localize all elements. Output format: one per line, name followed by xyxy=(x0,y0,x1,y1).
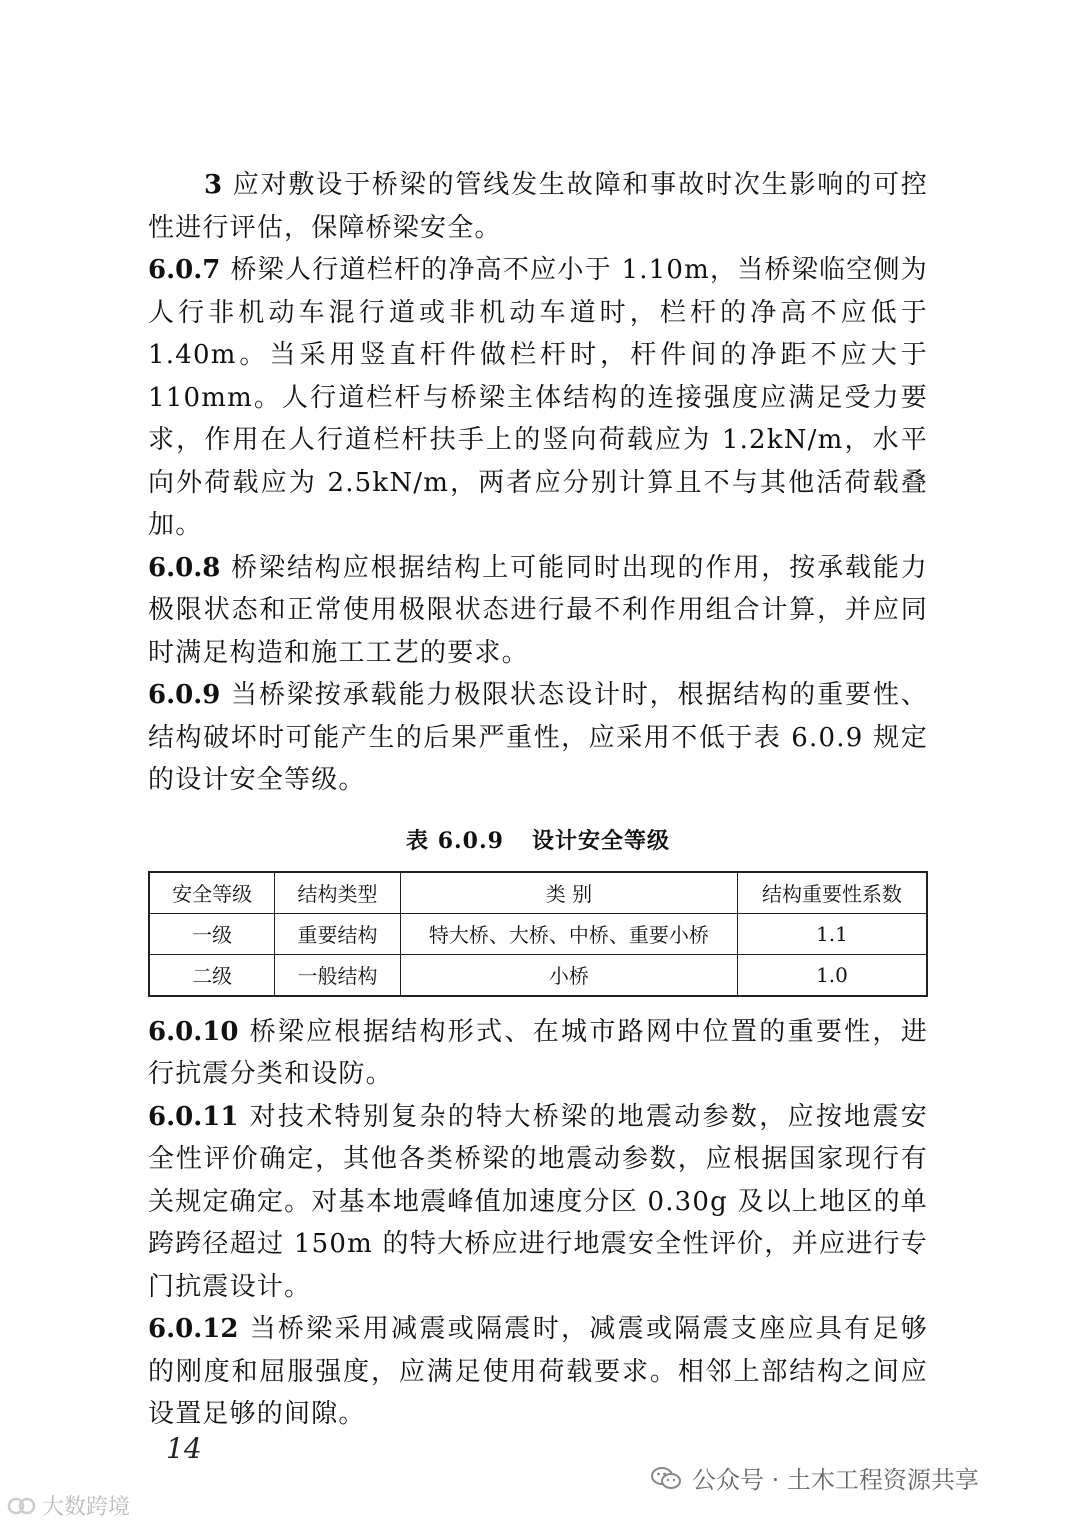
clause-number: 6.0.11 xyxy=(148,1101,239,1132)
clause-6-0-12 xyxy=(148,1308,928,1436)
clause-text: 桥梁应根据结构形式、在城市路网中位置的重要性，进行抗震分类和设防。 xyxy=(148,1016,928,1089)
document-page xyxy=(148,164,928,1436)
page-number: 14 xyxy=(166,1432,202,1465)
table-cell: 1.0 xyxy=(737,954,927,996)
clause-text: 对技术特别复杂的特大桥梁的地震动参数，应按地震安全性评价确定，其他各类桥梁的地震动参数，应根据国家现行有关规定确定。对基本地震峰值加速度分区 0.30g 及以上地区的单跨跨径超过 150m 的特大桥应进行地震安全性评价，并应进行专门抗震设计。 xyxy=(148,1101,928,1302)
clause-text: 当桥梁按承载能力极限状态设计时，根据结构的重要性、结构破坏时可能产生的后果严重性，应采用不低于表 6.0.9 规定的设计安全等级。 xyxy=(148,680,928,795)
clause-number: 6.0.12 xyxy=(148,1314,239,1344)
clause-6-0-11 xyxy=(148,1096,928,1309)
header-importance-factor: 结构重要性系数 xyxy=(737,872,927,914)
header-category: 类 别 xyxy=(400,872,737,914)
clause-number: 3 xyxy=(204,170,223,200)
watermark-left-text: 大数跨境 xyxy=(42,1495,131,1520)
table-cell: 二级 xyxy=(149,954,275,996)
table-caption: 设计安全等级 xyxy=(531,827,670,854)
table-header-row xyxy=(149,872,927,914)
clause-number: 6.0.10 xyxy=(148,1016,239,1047)
header-safety-grade: 安全等级 xyxy=(149,872,275,914)
table-cell: 一般结构 xyxy=(275,954,401,996)
wechat-icon xyxy=(650,1465,682,1491)
clause-number: 6.0.7 xyxy=(148,255,221,285)
clause-6-0-8 xyxy=(148,547,928,675)
clause-text: 桥梁人行道栏杆的净高不应小于 1.10m，当桥梁临空侧为人行非机动车混行道或非机动车道时，栏杆的净高不应低于 1.40m。当采用竖直杆件做栏杆时，杆件间的净距不应大于 110mm。人行道栏杆与桥梁主体结构的连接强度应满足受力要求，作用在人行道栏杆扶手上的竖向荷载应为 1.2kN/m，水平向外荷载应为 2.5kN/m，两者应分别计算且不与其他活荷载叠加。 xyxy=(148,255,928,540)
header-structure-type: 结构类型 xyxy=(275,872,401,914)
table-row xyxy=(149,913,927,954)
clause-number: 6.0.9 xyxy=(148,680,221,710)
table-cell: 一级 xyxy=(149,913,275,954)
clause-text: 当桥梁采用减震或隔震时，减震或隔震支座应具有足够的刚度和屈服强度，应满足使用荷载要求。相邻上部结构之间应设置足够的间隙。 xyxy=(148,1314,928,1429)
clause-text: 桥梁结构应根据结构上可能同时出现的作用，按承载能力极限状态和正常使用极限状态进行最不利作用组合计算，并应同时满足构造和施工工艺的要求。 xyxy=(148,552,928,668)
clause-6-0-10 xyxy=(148,1011,928,1096)
clause-6-0-9 xyxy=(148,674,928,802)
table-cell: 1.1 xyxy=(737,913,927,954)
table-title xyxy=(148,824,928,855)
watermark-left xyxy=(6,1490,130,1521)
clause-6-0-7 xyxy=(148,249,928,547)
table-cell: 特大桥、大桥、中桥、重要小桥 xyxy=(400,913,737,954)
table-cell: 重要结构 xyxy=(275,913,401,954)
table-row xyxy=(149,954,927,996)
clause-6-0-6-item-3 xyxy=(148,164,928,249)
watermark-right xyxy=(650,1460,979,1495)
link-icon xyxy=(6,1493,38,1519)
clause-number: 6.0.8 xyxy=(148,552,221,583)
table-cell: 小桥 xyxy=(400,954,737,996)
clause-text: 应对敷设于桥梁的管线发生故障和事故时次生影响的可控性进行评估，保障桥梁安全。 xyxy=(148,170,928,243)
table-number: 表 6.0.9 xyxy=(406,827,504,854)
safety-grade-table xyxy=(148,871,928,997)
watermark-right-text: 公众号 · 土木工程资源共享 xyxy=(692,1466,979,1494)
